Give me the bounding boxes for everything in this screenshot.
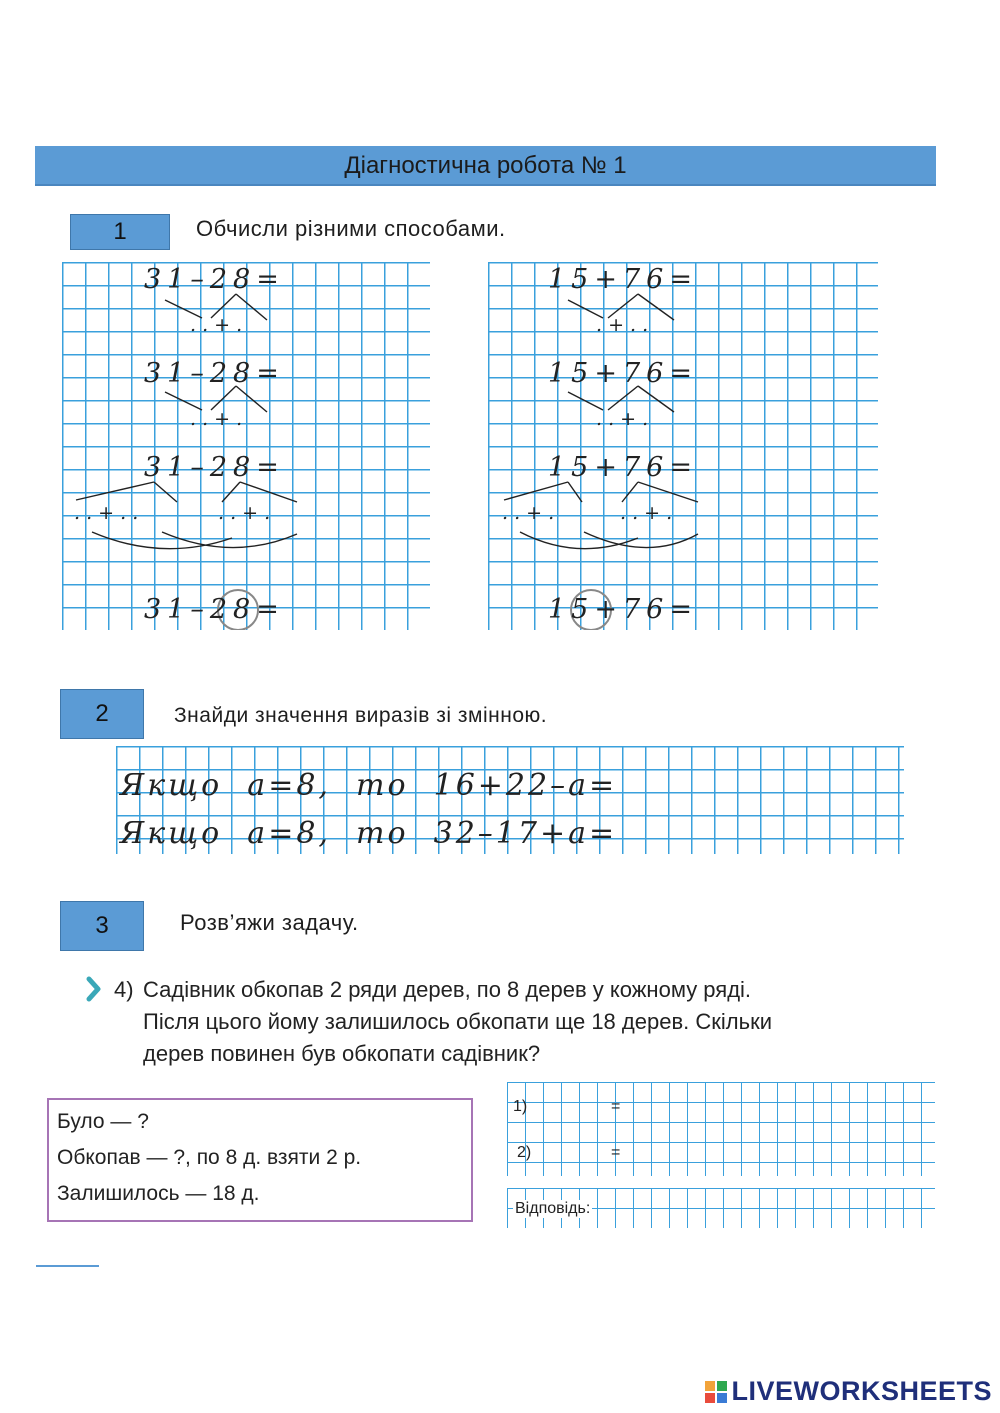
task-number: 1 — [113, 218, 127, 245]
liveworksheets-logo — [705, 1376, 992, 1407]
step-number: 2) — [517, 1144, 532, 1161]
task-number-box — [60, 689, 144, 739]
step-number: 1) — [513, 1098, 528, 1115]
task-instruction: Знайди значення виразів зі змінною. — [174, 704, 548, 727]
given-line: Було — ? — [57, 1110, 149, 1133]
task-instruction: Обчисли різними способами. — [196, 216, 506, 241]
decomposition-hint: . . + . . — [74, 502, 139, 524]
expression-line-2: Якщо а=8, то 32–17+а= — [120, 816, 618, 851]
expression: 15+76= — [548, 594, 698, 625]
chevron-right-icon — [86, 976, 102, 1002]
task-number: 2 — [95, 700, 109, 727]
decomposition-hint: . . + . — [502, 502, 555, 524]
problem-line: Садівник обкопав 2 ряди дерев, по 8 дерев у кожному ряді. — [143, 977, 752, 1002]
problem-marker — [86, 976, 102, 1007]
expression-grid — [116, 746, 904, 854]
expression: 15+76= — [548, 452, 698, 483]
expression: 15+76= — [548, 358, 698, 389]
decomposition-hint: . . + . — [190, 408, 243, 430]
expression: 31–28= — [144, 452, 285, 483]
given-conditions-box — [47, 1098, 473, 1222]
decomposition-hint: . . + . — [218, 502, 271, 524]
method-arrows-right — [488, 262, 878, 630]
problem-line: Після цього йому залишилось обкопати ще 18 дерев. Скільки — [143, 1009, 772, 1034]
calculation-grid-right — [488, 262, 878, 630]
expression-line-1: Якщо а=8, то 16+22–а= — [120, 768, 618, 803]
problem-number: 4) — [114, 977, 134, 1002]
expression: 15+76= — [548, 264, 698, 295]
decomposition-hint: . . + . — [596, 408, 649, 430]
answer-grid — [507, 1188, 935, 1228]
calculation-grid-left — [62, 262, 430, 630]
equals-sign: = — [611, 1144, 621, 1161]
task-number-box — [70, 214, 170, 250]
task-instruction: Розв’яжи задачу. — [180, 910, 359, 935]
given-line: Обкопав — ?, по 8 д. взяти 2 р. — [57, 1146, 362, 1169]
brand-name: LIVEWORKSHEETS — [731, 1376, 992, 1406]
footer-divider — [36, 1265, 99, 1267]
task-number-box — [60, 901, 144, 951]
equals-sign: = — [611, 1098, 621, 1115]
solution-grid — [507, 1082, 935, 1176]
method-arrows-left — [62, 262, 430, 630]
given-line: Залишилось — 18 д. — [57, 1182, 260, 1205]
expression: 31–28= — [144, 358, 285, 389]
answer-label: Відповідь: — [515, 1200, 591, 1217]
expression: 31–28= — [144, 264, 285, 295]
worksheet-title: Діагностична робота № 1 — [344, 152, 627, 179]
decomposition-hint: . . + . — [620, 502, 673, 524]
decomposition-hint: . . + . — [190, 314, 243, 336]
task-number: 3 — [95, 912, 109, 939]
decomposition-hint: . + . . — [596, 314, 649, 336]
worksheet-title-bar — [35, 146, 936, 186]
problem-text — [143, 974, 863, 1070]
expression: 31–28= — [144, 594, 285, 625]
problem-line: дерев повинен був обкопати садівник? — [143, 1041, 541, 1066]
logo-squares-icon — [705, 1381, 727, 1403]
